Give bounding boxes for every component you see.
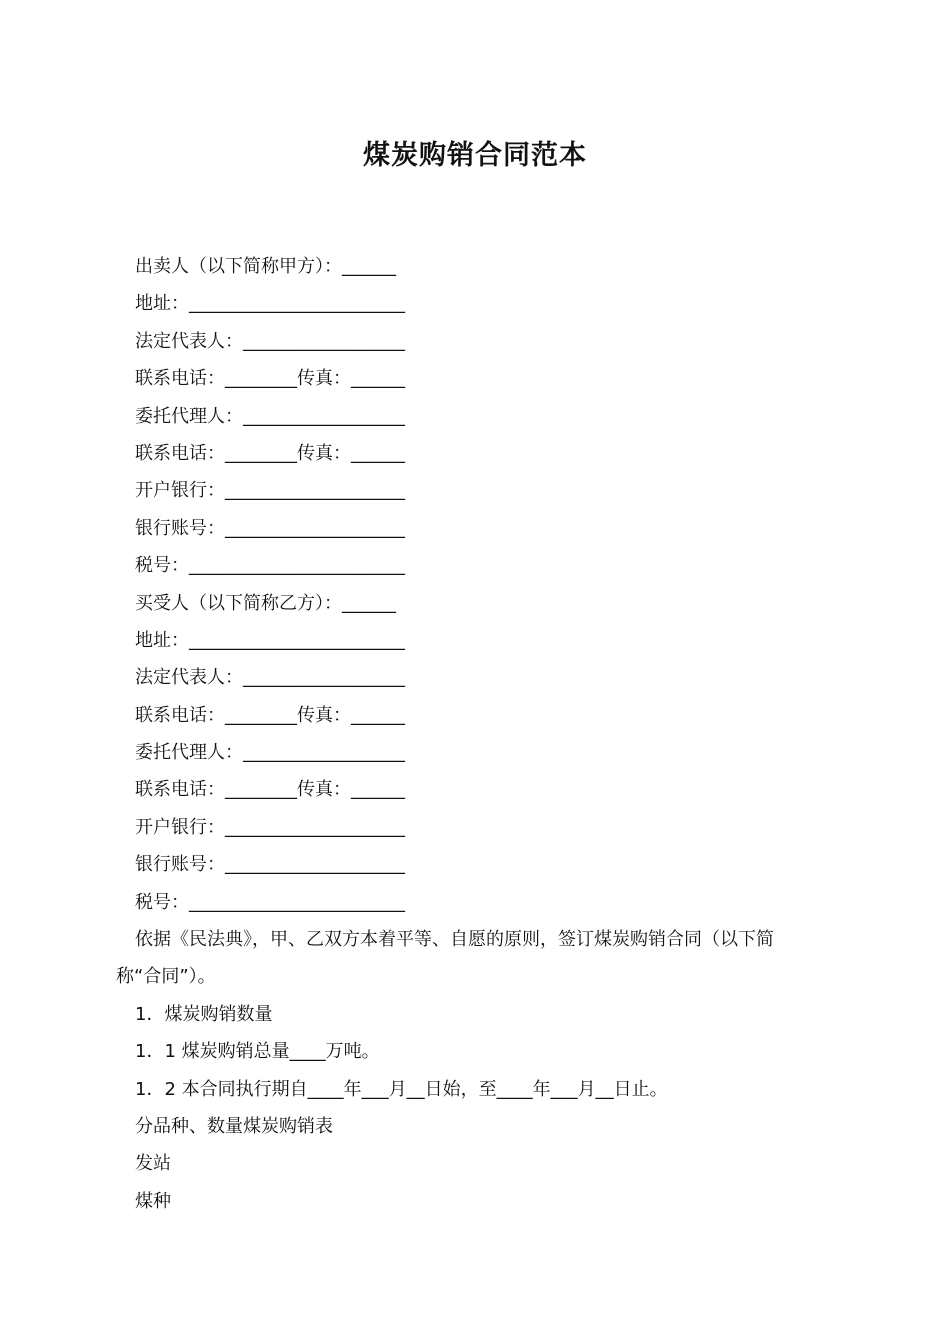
- preamble-paragraph-continuation: 称“合同”）。: [116, 966, 216, 988]
- clause-execution-period: 1．2 本合同执行期自____年___月__日始，至____年___月__日止。: [135, 1078, 668, 1100]
- buyer-name-field: 买受人（以下简称乙方）：______: [135, 592, 396, 614]
- table-title: 分品种、数量煤炭购销表: [135, 1116, 333, 1138]
- buyer-tax-id-field: 税号：________________________: [135, 891, 405, 913]
- buyer-account-field: 银行账号：____________________: [135, 854, 405, 876]
- contract-body: [116, 248, 836, 1220]
- section-heading: 1．煤炭购销数量: [135, 1003, 273, 1025]
- seller-bank-field: 开户银行：____________________: [135, 480, 405, 502]
- buyer-legal-rep-field: 法定代表人：__________________: [135, 667, 405, 689]
- buyer-address-field: 地址：________________________: [135, 629, 405, 651]
- seller-legal-rep-field: 法定代表人：__________________: [135, 330, 405, 352]
- document-title: 煤炭购销合同范本: [363, 140, 587, 171]
- table-row-label: 发站: [135, 1153, 171, 1175]
- buyer-agent-phone-fax-field: 联系电话：________传真：______: [135, 779, 405, 801]
- buyer-phone-fax-field: 联系电话：________传真：______: [135, 704, 405, 726]
- seller-phone-fax-field: 联系电话：________传真：______: [135, 368, 405, 390]
- seller-tax-id-field: 税号：________________________: [135, 555, 405, 577]
- table-row-label: 煤种: [135, 1190, 171, 1212]
- buyer-bank-field: 开户银行：____________________: [135, 816, 405, 838]
- preamble-paragraph: 依据《民法典》，甲、乙双方本着平等、自愿的原则，签订煤炭购销合同（以下简: [135, 929, 774, 951]
- seller-name-field: 出卖人（以下简称甲方）：______: [135, 256, 396, 277]
- buyer-agent-field: 委托代理人：__________________: [135, 742, 405, 764]
- seller-address-field: 地址：________________________: [135, 293, 405, 315]
- seller-agent-field: 委托代理人：__________________: [135, 405, 405, 427]
- seller-agent-phone-fax-field: 联系电话：________传真：______: [135, 442, 405, 464]
- clause-total-quantity: 1．1 煤炭购销总量____万吨。: [135, 1041, 380, 1063]
- seller-account-field: 银行账号：____________________: [135, 517, 405, 539]
